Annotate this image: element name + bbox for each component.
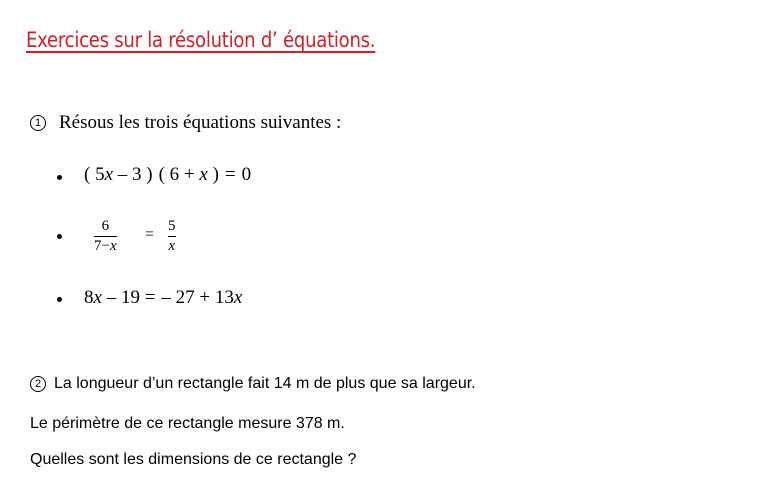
eq2-right-denominator [168,238,175,255]
eq2-left-denominator-var: x [109,238,117,254]
exercise-2-line-2: Le périmètre de ce rectangle mesure 378 m. [30,415,345,432]
eq1-rhs: 0 [241,164,252,185]
exercise-2-line-3: Quelles sont les dimensions de ce rectangle ? [30,451,357,468]
eq1-factor1-rest: – 3 ) [113,164,153,185]
exercise-2-number: 2 [30,376,46,392]
bullet [57,234,62,239]
exercise-2-heading [30,375,476,393]
eq1-factor2-var: x [199,164,208,185]
eq3-middle: – 19 = [101,287,156,308]
exercise-2-line-1: La longueur d’un rectangle fait 14 m de plus que sa largeur. [54,375,476,392]
equation-3 [84,287,242,309]
bullet [57,297,62,302]
exercise-1-instruction: Résous les trois équations suivantes : [59,112,342,133]
eq2-left-fraction [94,218,117,255]
eq2-right-numerator: 5 [168,218,176,234]
eq3-var-c: x [233,287,243,308]
eq1-factor2-open: ( 6 + [158,164,200,185]
page-title: Exercices sur la résolution d’ équations. [26,28,376,52]
bullet [57,175,62,180]
eq2-right-denominator-var: x [168,238,176,254]
eq3-right: – 27 + 13 [161,287,234,308]
exercise-1-heading [30,112,341,134]
eq1-factor2-close: ) [207,164,219,185]
eq1-factor1-open: ( 5 [84,164,105,185]
eq3-coef-a: 8 [84,287,94,308]
equation-1 [84,164,251,186]
eq3-var-a: x [93,287,102,308]
eq2-left-numerator: 6 [101,218,110,234]
eq2-left-denominator-const: 7− [94,238,110,254]
eq1-equals: = [224,164,236,185]
fraction-bar [168,236,176,237]
fraction-bar [94,236,117,237]
exercise-1-number: 1 [30,115,46,131]
eq2-right-fraction [168,218,176,255]
eq1-factor1-var: x [104,164,114,185]
eq2-equals: = [145,226,155,243]
eq2-left-denominator [94,238,117,255]
